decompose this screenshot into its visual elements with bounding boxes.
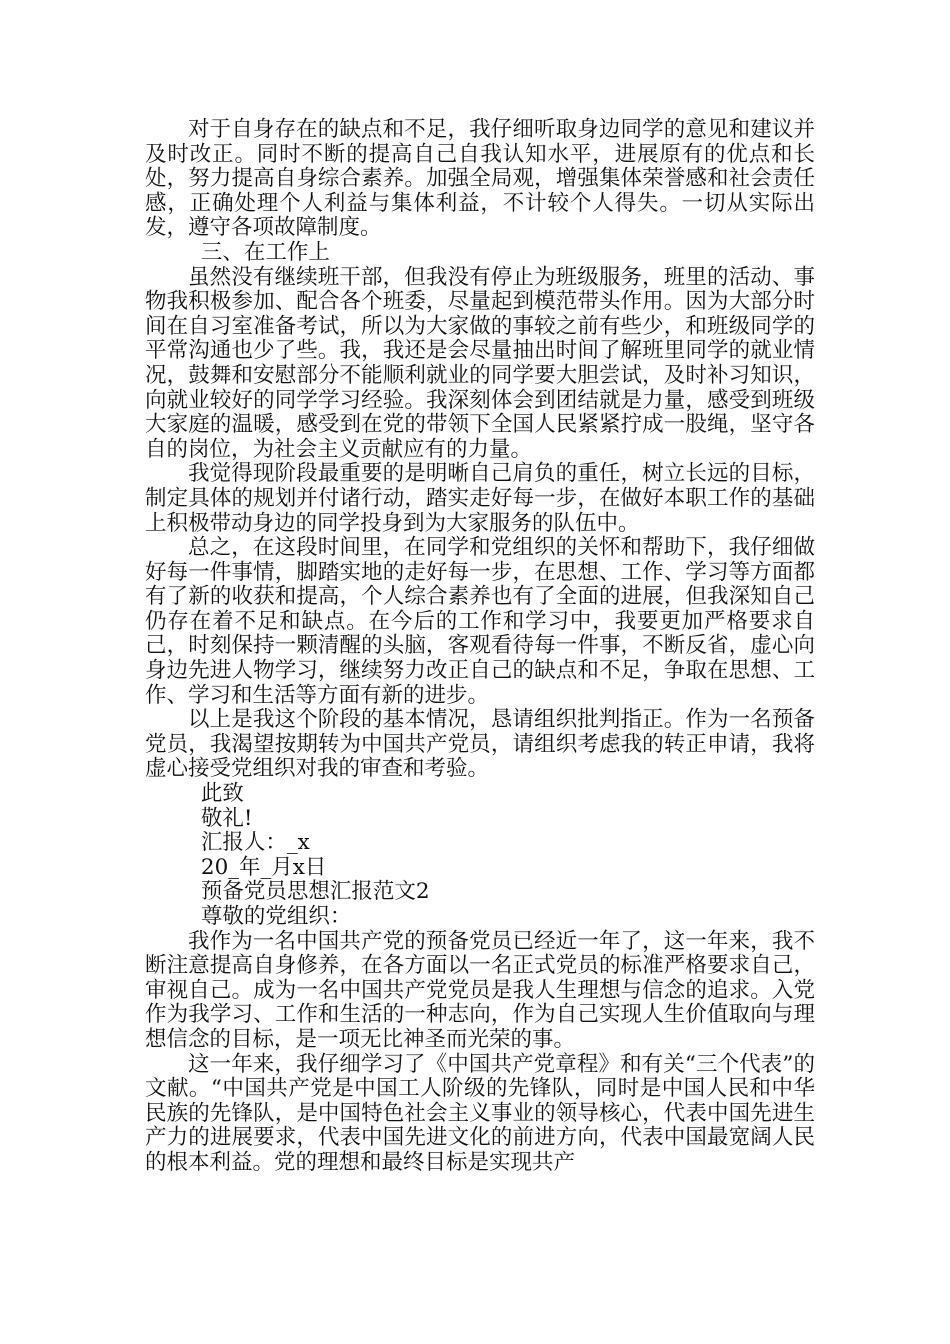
paragraph-request: 以上是我这个阶段的基本情况，恳请组织批判指正。作为一名预备党员，我渴望按期转为中国共产党员，请组织考虑我的转正申请，我将虚心接受党组织对我的审查和考验。 — [145, 707, 815, 782]
closing-salutation: 此致 — [200, 781, 244, 807]
sample-title: 预备党员思想汇报范文2 — [200, 879, 430, 905]
paragraph-self-improvement: 对于自身存在的缺点和不足，我仔细听取身边同学的意见和建议并及时改正。同时不断的提高自己自我认知水平，进展原有的优点和长处，努力提高自身综合素养。加强全局观，增强集体荣誉感和社会责任感，正确处理个人利益与集体利益，不计较个人得失。一切从实际出发，遵守各项故障制度。 — [145, 117, 815, 241]
greeting: 尊敬的党组织： — [200, 904, 352, 929]
paragraph-class-service: 虽然没有继续班干部，但我没有停止为班级服务，班里的活动、事物我积极参加、配合各个班委，尽量起到模范带头作用。因为大部分时间在自习室准备考试，所以为大家做的事较之前有些少，和班级同学的平常沟通也少了些。我，我还是会尽量抽出时间了解班里同学的就业情况，鼓舞和安慰部分不能顺利就业的同学要大胆尝试，及时补习知识，向就业较好的同学学习经验。我深刻体会到团结就是力量，感受到班级大家庭的温暖，感受到在党的带领下全国人民紧紧拧成一股绳，坚守各自的岗位，为社会主义贡献应有的力量。 — [145, 264, 815, 462]
paragraph-introduction: 我作为一名中国共产党的预备党员已经近一年了，这一年来，我不断注意提高自身修养，在各方面以一名正式党员的标准严格要求自己，审视自己。成为一名中国共产党党员是我人生理想与信念的追求。入党作为我学习、工作和生活的一种志向，作为自己实现人生价值取向与理想信念的目标，是一项无比神圣而光荣的事。 — [145, 928, 815, 1052]
section-heading-work: 三、在工作上 — [200, 239, 330, 265]
paragraph-goals: 我觉得现阶段最重要的是明晰自己肩负的重任，树立长远的目标，制定具体的规划并付诸行动，踏实走好每一步，在做好本职工作的基础上积极带动身边的同学投身到为大家服务的队伍中。 — [145, 461, 815, 536]
paragraph-summary: 总之，在这段时间里，在同学和党组织的关怀和帮助下，我仔细做好每一件事情，脚踏实地的走好每一步，在思想、工作、学习等方面都有了新的收获和提高，个人综合素养也有了全面的进展，但我深知自己仍存在着不足和缺点。在今后的工作和学习中，我要更加严格要求自己，时刻保持一颗清醒的头脑，客观看待每一件事，不断反省，虚心向身边先进人物学习，继续努力改正自己的缺点和不足，争取在思想、工作、学习和生活等方面有新的进步。 — [145, 535, 815, 708]
closing-regards: 敬礼! — [200, 805, 253, 831]
report-date: 20_年_月x日 — [200, 854, 327, 880]
reporter-signature: 汇报人：_x — [200, 830, 310, 856]
paragraph-study: 这一年来，我仔细学习了《中国共产党章程》和有关“三个代表”的文献。“中国共产党是中国工人阶级的先锋队，同时是中国人民和中华民族的先锋队，是中国特色社会主义事业的领导核心，代表中国先进生产力的进展要求，代表中国先进文化的前进方向，代表中国最宽阔人民的根本利益。党的理想和最终目标是实现共产 — [145, 1051, 815, 1175]
document-page — [145, 118, 815, 1176]
